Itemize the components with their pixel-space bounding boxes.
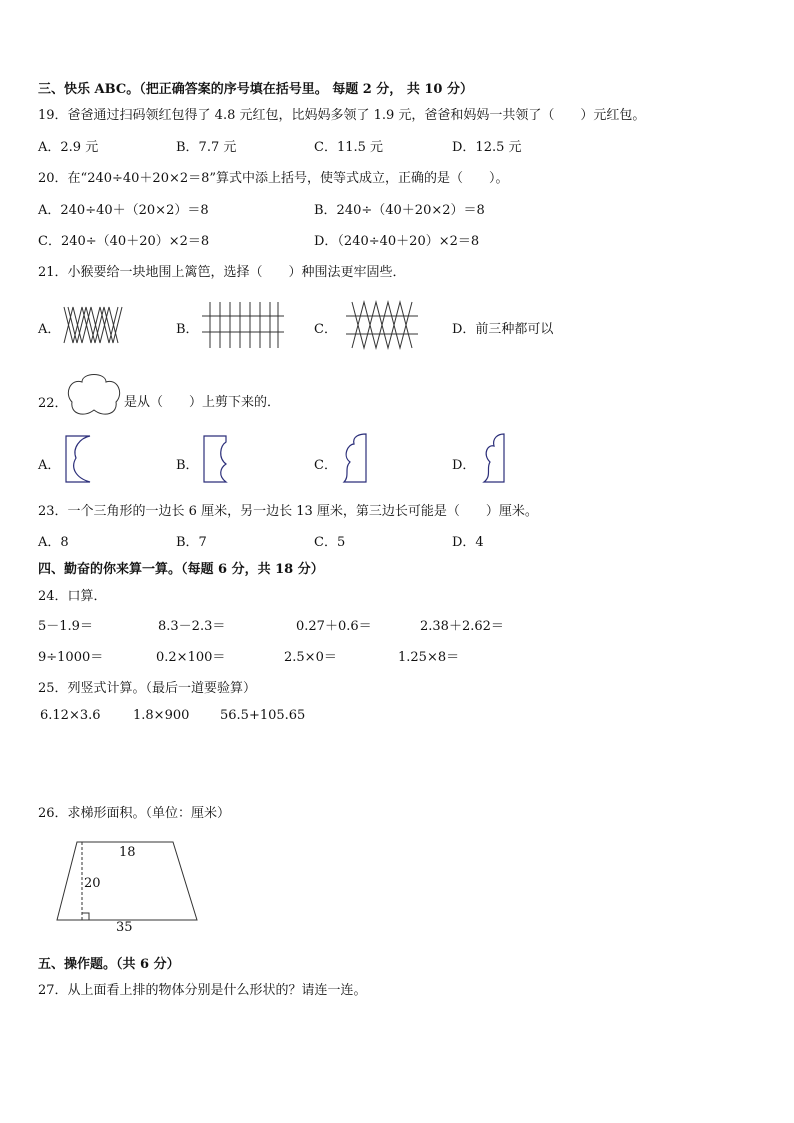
trapezoid-height-label: 20 — [84, 876, 101, 891]
section-4-title: 四、勤奋的你来算一算。（每题 6 分，共 18 分） — [38, 562, 324, 577]
question-23-option-a: A．8 — [38, 535, 69, 550]
cut-paper-b — [200, 434, 230, 484]
question-27-stem: 27．从上面看上排的物体分别是什么形状的？请连一连。 — [38, 983, 367, 998]
question-20-option-c: C．240÷（40＋20）×2＝8 — [38, 234, 210, 249]
question-19-option-c: C．11.5 元 — [314, 140, 384, 155]
cut-paper-c — [340, 432, 370, 484]
question-23-option-d: D．4 — [452, 535, 484, 550]
question-22-label-a: A． — [38, 458, 61, 473]
section-5-title: 五、操作题。（共 6 分） — [38, 957, 180, 972]
question-21-stem: 21．小猴要给一块地围上篱笆，选择（ ）种围法更牢固些． — [38, 265, 406, 280]
question-24-stem: 24．口算． — [38, 589, 107, 604]
question-22-number: 22． — [38, 396, 68, 411]
mental-calc-7: 2.5×0＝ — [284, 650, 337, 665]
question-19-stem: 19．爸爸通过扫码领红包得了 4.8 元红包，比妈妈多领了 1.9 元，爸爸和妈妈一共领了（ ）元红包。 — [38, 108, 646, 123]
question-20-option-d: D．（240÷40＋20）×2＝8 — [314, 234, 480, 249]
vertical-calc-1: 6.12×3.6 — [40, 708, 101, 723]
question-20-option-b: B．240÷（40＋20×2）＝8 — [314, 203, 485, 218]
question-23-stem: 23．一个三角形的一边长 6 厘米，另一边长 13 厘米，第三边长可能是（ ）厘米。 — [38, 504, 538, 519]
question-21-option-d: D．前三种都可以 — [452, 322, 554, 337]
mental-calc-2: 8.3－2.3＝ — [158, 619, 226, 634]
trapezoid-bottom-label: 35 — [116, 920, 133, 935]
mental-calc-4: 2.38＋2.62＝ — [420, 619, 504, 634]
question-19-option-d: D．12.5 元 — [452, 140, 522, 155]
question-21-label-c: C． — [314, 322, 337, 337]
fence-diagram-b — [202, 302, 284, 348]
question-22-label-d: D． — [452, 458, 476, 473]
cut-paper-a — [62, 434, 92, 484]
fence-diagram-c — [346, 302, 418, 348]
mental-calc-6: 0.2×100＝ — [156, 650, 226, 665]
question-19-option-a: A．2.9 元 — [38, 140, 99, 155]
question-26-stem: 26．求梯形面积。（单位：厘米） — [38, 806, 231, 821]
section-3-title: 三、快乐 ABC。（把正确答案的序号填在括号里。 每题 2 分， 共 10 分） — [38, 82, 473, 97]
question-19-option-b: B．7.7 元 — [176, 140, 237, 155]
question-20-option-a: A．240÷40＋（20×2）＝8 — [38, 203, 209, 218]
trapezoid-top-label: 18 — [119, 845, 136, 860]
vertical-calc-3: 56.5+105.65 — [220, 708, 306, 723]
question-20-stem: 20．在“240÷40＋20×2＝8”算式中添上括号，使等式成立，正确的是（ ）。 — [38, 171, 509, 186]
vertical-calc-2: 1.8×900 — [133, 708, 190, 723]
cut-paper-d — [478, 432, 508, 484]
question-22-label-b: B． — [176, 458, 199, 473]
question-22-text: 是从（ ）上剪下来的． — [124, 395, 281, 410]
question-23-option-b: B．7 — [176, 535, 207, 550]
question-22-label-c: C． — [314, 458, 337, 473]
fence-diagram-a — [64, 303, 124, 347]
clover-shape — [66, 370, 122, 422]
mental-calc-8: 1.25×8＝ — [398, 650, 460, 665]
mental-calc-3: 0.27＋0.6＝ — [296, 619, 372, 634]
question-25-stem: 25．列竖式计算。（最后一道要验算） — [38, 681, 257, 696]
question-21-label-b: B． — [176, 322, 199, 337]
question-23-option-c: C．5 — [314, 535, 346, 550]
question-21-label-a: A． — [38, 322, 61, 337]
mental-calc-5: 9÷1000＝ — [38, 650, 104, 665]
mental-calc-1: 5－1.9＝ — [38, 619, 93, 634]
